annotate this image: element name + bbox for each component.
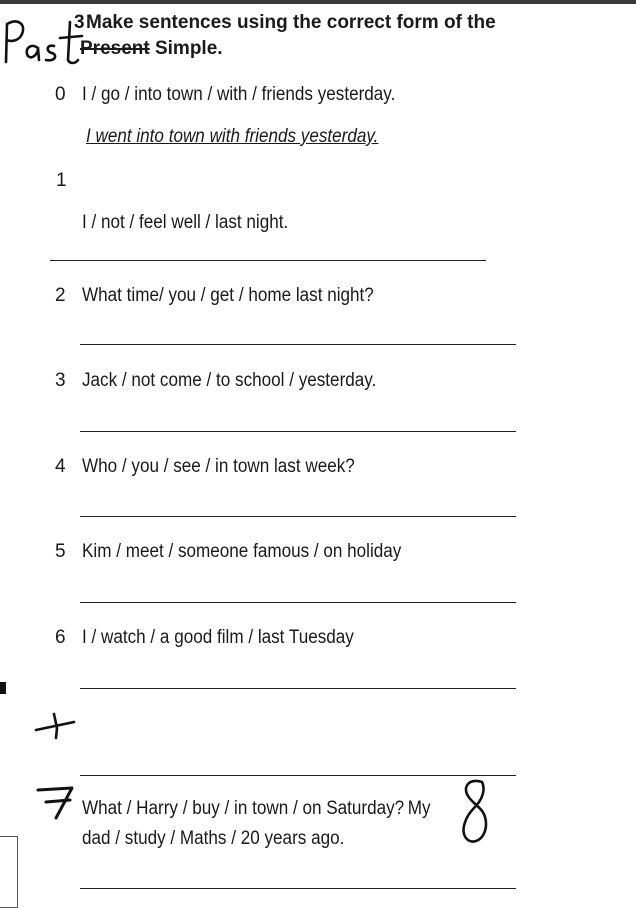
example-answer: I went into town with friends yesterday. [86,126,379,147]
answer-line[interactable] [80,344,516,346]
instruction-line-2 [80,38,223,60]
exercise-number: 3 [74,12,85,33]
item-8-prompt-start: My [407,798,431,819]
item-prompt: I / watch / a good film / last Tuesday [82,627,354,648]
answer-line[interactable] [80,888,516,890]
item-number: 2 [55,285,66,306]
answer-line[interactable] [80,775,516,777]
item-number: 3 [55,370,66,391]
item-prompt: I / not / feel well / last night. [82,212,289,233]
page-edge-frame [0,836,18,908]
item-prompt [82,798,431,820]
instruction-struck-word: Present [80,38,150,59]
left-margin-mark [0,682,6,694]
answer-line[interactable] [80,516,516,518]
top-border [0,0,636,4]
item-number: 6 [55,627,66,648]
handwritten-eight [452,776,498,850]
instruction-line-1: Make sentences using the correct form of the [86,12,496,33]
answer-line[interactable] [80,431,516,433]
item-prompt: What time/ you / get / home last night? [82,285,374,306]
item-number: 4 [55,456,66,477]
item-prompt: Kim / meet / someone famous / on holiday [82,541,402,562]
instruction-rest: Simple. [149,38,223,59]
item-7-prompt: What / Harry / buy / in town / on Saturday? [82,798,405,819]
handwritten-seven-scribble [30,708,80,744]
item-prompt: Jack / not come / to school / yesterday. [82,370,377,391]
answer-line[interactable] [50,260,486,262]
item-prompt: Who / you / see / in town last week? [82,456,355,477]
answer-line[interactable] [80,602,516,604]
item-number: 5 [55,541,66,562]
answer-line[interactable] [80,688,516,690]
item-prompt: I / go / into town / with / friends yesterday. [82,84,396,105]
item-number: 1 [56,170,67,191]
handwritten-seven [34,782,78,822]
item-prompt-line-2: dad / study / Maths / 20 years ago. [82,828,345,849]
item-number: 0 [55,84,66,105]
